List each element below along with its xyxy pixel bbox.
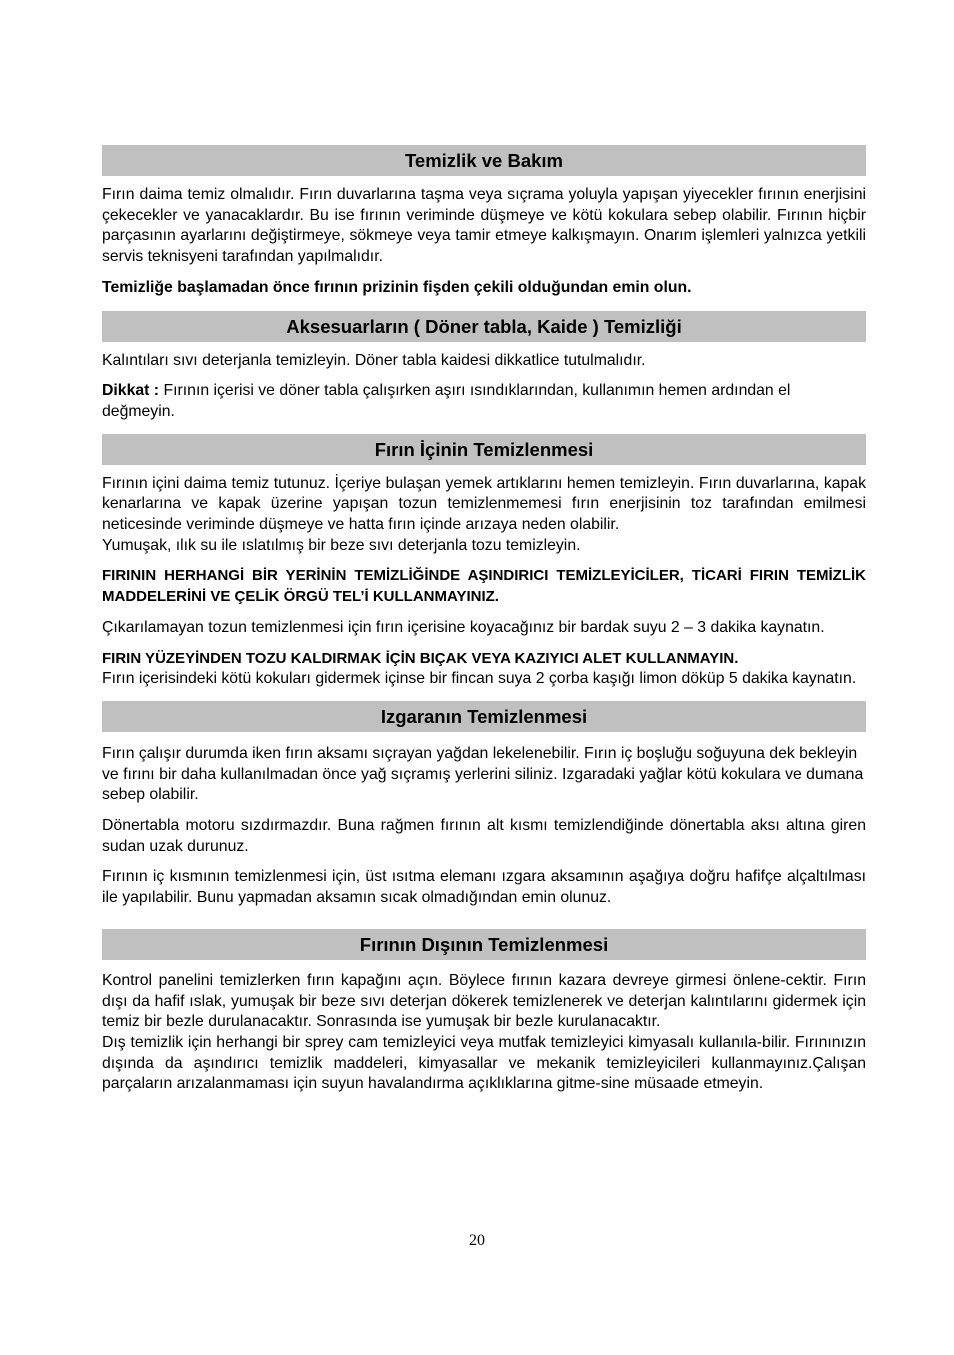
section-accessories-cleaning (102, 311, 866, 423)
warning-text: FIRININ HERHANGİ BİR YERİNİN TEMİZLİĞİNDE AŞINDIRICI TEMİZLEYİCİLER, TİCARİ FIRIN TEMİZLİK MADDELERİNİ VE ÇELİK ÖRGÜ TEL’İ KULLANMAYINIZ. (102, 567, 866, 606)
paragraph: Fırının içini daima temiz tutunuz. İçeriye bulaşan yemek artıklarını hemen temizleyin. Fırın duvarlarına, kapak kenarlarına ve kapak üzerine yapışan tozun temizlenmemesi fırın enerjisinin toz tarafından emilmesi neticesinde veriminde düşmeye ve hatta fırın içinde arızaya neden olabilir. (102, 474, 866, 534)
section-oven-interior (102, 434, 866, 690)
paragraph: Çıkarılamayan tozun temizlenmesi için fırın içerisine koyacağınız bir bardak suyu 2 – 3 dakika kaynatın. (102, 618, 825, 636)
paragraph: Fırın daima temiz olmalıdır. Fırın duvarlarına taşma veya sıçrama yoluyla yapışan yiyecekler fırının enerjisini çekecekler ve yanacaklardır. Bu ise fırının veriminde düşmeye ve kötü kokulara sebep olabilir. Fırının hiçbir parçasının ayarlarını değiştirmeye, sökmeye veya tamir etmeye kalkışmayın. Onarım işlemleri yalnızca yetkili servis teknisyeni tarafından yapılmalıdır. (102, 186, 866, 266)
page-number: 20 (469, 1232, 485, 1249)
caution-text: Fırının içerisi ve döner tabla çalışırken aşırı ısındıklarından, kullanımın hemen ardından el değmeyin. (102, 382, 791, 420)
document-page (102, 145, 866, 1095)
paragraph: Kalıntıları sıvı deterjanla temizleyin. Döner tabla kaidesi dikkatlice tutulmalıdır. (102, 351, 646, 369)
paragraph: Fırın içerisindeki kötü kokuları gidermek içinse bir fincan suya 2 çorba kaşığı limon döküp 5 dakika kaynatın. (102, 670, 857, 688)
paragraph: Dönertabla motoru sızdırmazdır. Buna rağmen fırının alt kısmı temizlendiğinde dönertabla aksı altına giren sudan uzak durunuz. (102, 817, 866, 855)
warning-text: FIRIN YÜZEYİNDEN TOZU KALDIRMAK İÇİN BIÇAK VEYA KAZIYICI ALET KULLANMAYIN. (102, 649, 739, 667)
section-heading: Temizlik ve Bakım (102, 145, 866, 176)
section-heading: Izgaranın Temizlenmesi (102, 701, 866, 732)
caution-label: Dikkat : (102, 382, 160, 400)
section-grill-cleaning (102, 701, 866, 909)
section-heading: Fırın İçinin Temizlenmesi (102, 434, 866, 465)
paragraph: Fırın çalışır durumda iken fırın aksamı sıçrayan yağdan lekelenebilir. Fırın iç boşluğu soğuyuna dek bekleyin ve fırını bir daha kullanılmadan önce yağ sıçramış yerlerini siliniz. Izgaradaki yağlar kötü kokulara ve dumana sebep olabilir. (102, 744, 864, 804)
section-cleaning-maintenance (102, 145, 866, 299)
section-heading: Fırının Dışının Temizlenmesi (102, 929, 866, 960)
paragraph: Dış temizlik için herhangi bir sprey cam temizleyici veya mutfak temizleyici kimyasalı kullanıla-bilir. Fırınınızın dışında da aşındırıcı temizlik maddeleri, kimyasallar ve mekanik temizleyicileri kullanmayınız.Çalışan parçaların arızalanmaması için suyun havalandırma açıklıklarına gitme-sine müsaade etmeyin. (102, 1033, 866, 1093)
paragraph: Kontrol panelini temizlerken fırın kapağını açın. Böylece fırının kazara devreye girmesi önlene-cektir. Fırın dışı da hafif ıslak, yumuşak bir beze sıvı deterjan dökerek temizlenerek ve deterjan kalıntılarını gidermek için temiz bir bezle durulanacaktır. Sonrasında ise yumuşak bir bezle kurulanacaktır. (102, 971, 866, 1031)
bold-notice: Temizliğe başlamadan önce fırının prizinin fişden çekili olduğundan emin olun. (102, 278, 692, 296)
caution-paragraph (102, 381, 866, 422)
paragraph: Fırının iç kısmının temizlenmesi için, üst ısıtma elemanı ızgara aksamının aşağıya doğru hafifçe alçaltılması ile yapılabilir. Bunu yapmadan aksamın sıcak olmadığından emin olunuz. (102, 868, 866, 907)
section-oven-exterior (102, 929, 866, 1095)
paragraph: Yumuşak, ılık su ile ıslatılmış bir beze sıvı deterjanla tozu temizleyin. (102, 536, 581, 554)
section-heading: Aksesuarların ( Döner tabla, Kaide ) Temizliği (102, 311, 866, 342)
